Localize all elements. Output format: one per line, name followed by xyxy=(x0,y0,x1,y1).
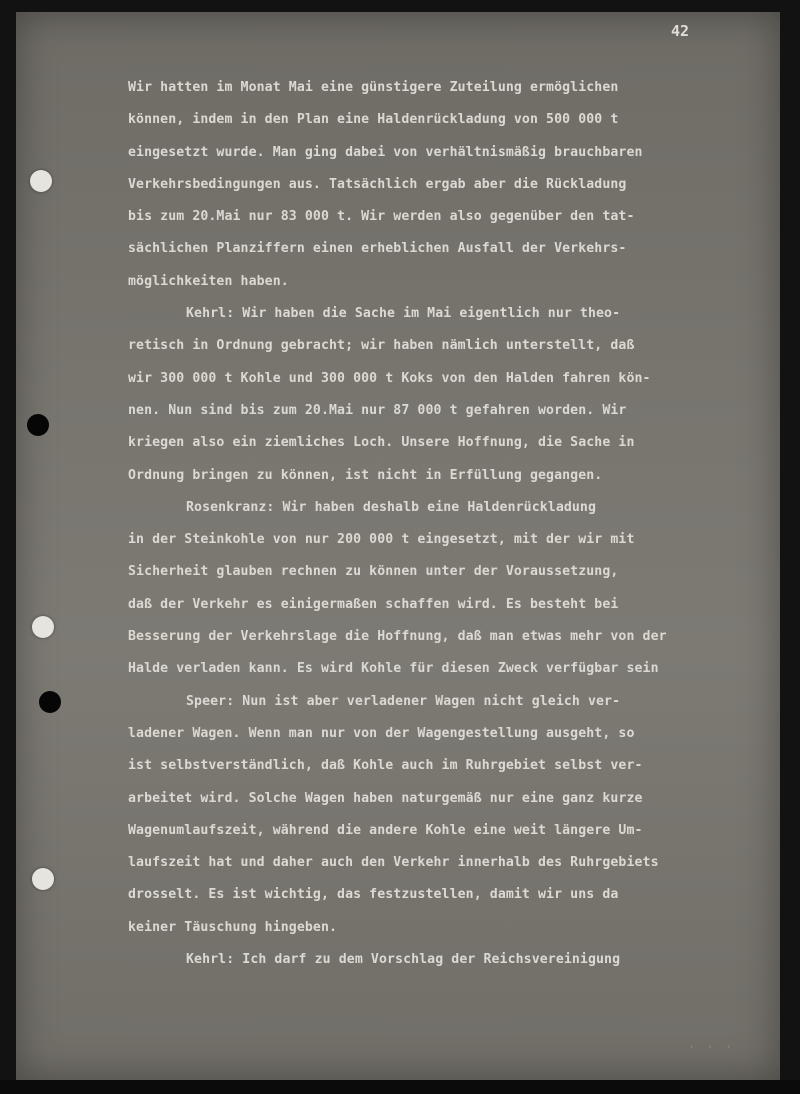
text-line: Sicherheit glauben rechnen zu können unter der Voraussetzung, xyxy=(128,564,619,580)
text-line: wir 300 000 t Kohle und 300 000 t Koks von den Halden fahren kön- xyxy=(128,370,651,386)
text-line: keiner Täuschung hingeben. xyxy=(128,919,338,935)
text-line: Wagenumlaufszeit, während die andere Kohle eine weit längere Um- xyxy=(128,822,643,838)
page-number: 42 xyxy=(671,22,690,40)
text-line: möglichkeiten haben. xyxy=(128,273,289,289)
text-line: Halde verladen kann. Es wird Kohle für diesen Zweck verfügbar sein xyxy=(128,661,659,677)
text-line: Ordnung bringen zu können, ist nicht in Erfüllung gegangen. xyxy=(128,467,603,483)
punch-hole-pale xyxy=(32,616,54,638)
text-line-speaker: Kehrl: Ich darf zu dem Vorschlag der Reichsvereinigung xyxy=(186,952,621,968)
punch-hole-pale xyxy=(32,868,54,890)
punch-hole-pale xyxy=(30,170,52,192)
text-line-speaker: Speer: Nun ist aber verladener Wagen nicht gleich ver- xyxy=(186,693,621,709)
ink-smudge: · · · xyxy=(688,1040,735,1054)
text-line: können, indem in den Plan eine Haldenrückladung von 500 000 t xyxy=(128,112,619,128)
text-line: Wir hatten im Monat Mai eine günstigere Zuteilung ermöglichen xyxy=(128,80,619,95)
text-line-speaker: Kehrl: Wir haben die Sache im Mai eigentlich nur theo- xyxy=(186,306,621,322)
text-line: arbeitet wird. Solche Wagen haben naturgemäß nur eine ganz kurze xyxy=(128,790,643,806)
typed-text-body xyxy=(128,72,738,976)
punch-hole-dark xyxy=(27,414,49,436)
punch-hole-dark xyxy=(39,691,61,713)
text-line: bis zum 20.Mai nur 83 000 t. Wir werden also gegenüber den tat- xyxy=(128,209,635,225)
text-line-speaker: Rosenkranz: Wir haben deshalb eine Haldenrückladung xyxy=(186,499,597,515)
text-line: Verkehrsbedingungen aus. Tatsächlich ergab aber die Rückladung xyxy=(128,176,627,192)
text-line: sächlichen Planziffern einen erheblichen Ausfall der Verkehrs- xyxy=(128,241,627,257)
text-line: ladener Wagen. Wenn man nur von der Wagengestellung ausgeht, so xyxy=(128,725,635,741)
text-line: kriegen also ein ziemliches Loch. Unsere Hoffnung, die Sache in xyxy=(128,435,635,451)
scan-bottom-edge xyxy=(0,1080,800,1094)
text-line: eingesetzt wurde. Man ging dabei von verhältnismäßig brauchbaren xyxy=(128,144,643,160)
text-line: nen. Nun sind bis zum 20.Mai nur 87 000 t gefahren worden. Wir xyxy=(128,402,627,418)
document-page xyxy=(16,12,780,1080)
text-line: daß der Verkehr es einigermaßen schaffen wird. Es besteht bei xyxy=(128,596,619,612)
text-line: Besserung der Verkehrslage die Hoffnung, daß man etwas mehr von der xyxy=(128,629,667,645)
text-line: laufszeit hat und daher auch den Verkehr innerhalb des Ruhrgebiets xyxy=(128,855,659,871)
text-line: in der Steinkohle von nur 200 000 t eingesetzt, mit der wir mit xyxy=(128,532,635,548)
text-line: drosselt. Es ist wichtig, das festzustellen, damit wir uns da xyxy=(128,887,619,903)
text-line: ist selbstverständlich, daß Kohle auch im Ruhrgebiet selbst ver- xyxy=(128,758,643,774)
text-line: retisch in Ordnung gebracht; wir haben nämlich unterstellt, daß xyxy=(128,338,635,354)
